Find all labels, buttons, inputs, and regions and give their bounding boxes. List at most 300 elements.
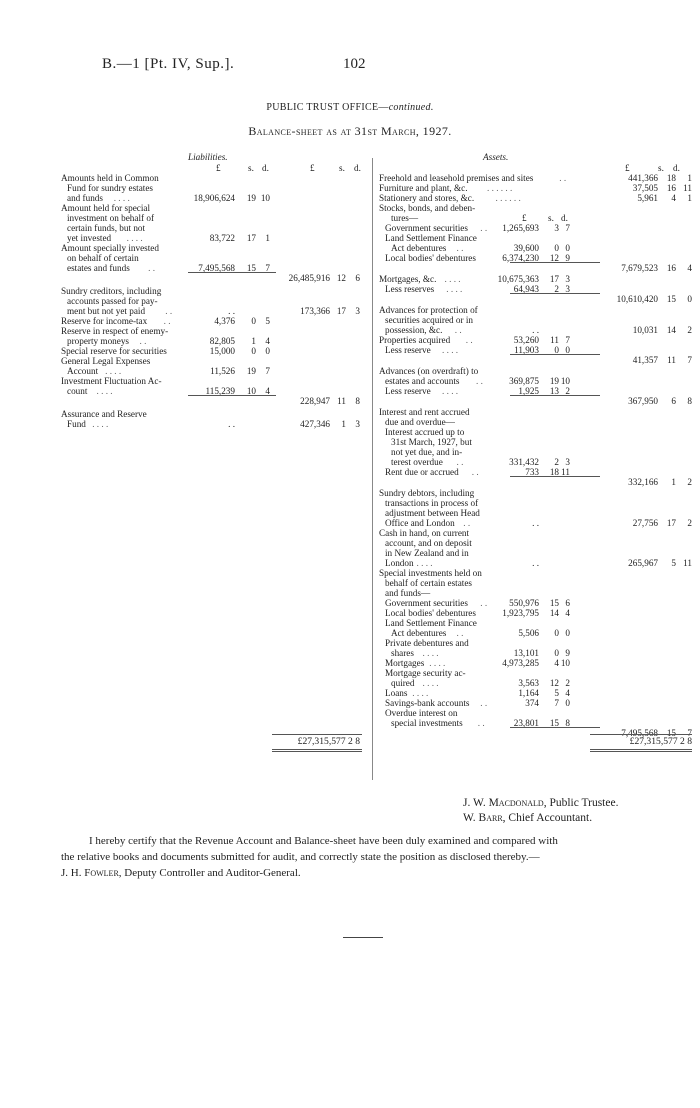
liability-row — [0, 263, 372, 273]
row-label: Special reserve for securities — [61, 346, 167, 356]
total-pence: 8 — [687, 396, 692, 406]
leader-dots: . . . . . . — [495, 193, 521, 203]
row-label: Loans — [385, 688, 408, 698]
liability-row — [0, 173, 372, 183]
asset-row — [374, 173, 700, 183]
row-label: Mortgages, &c. — [379, 274, 437, 284]
amount-shillings: 0 — [251, 346, 256, 356]
subtotal-rule — [510, 354, 600, 355]
leader-dots: . . . . — [444, 274, 461, 284]
asset-row — [374, 548, 700, 558]
total-rule-top — [272, 734, 362, 735]
row-label: in New Zealand and in — [385, 548, 469, 558]
liability-row — [0, 409, 372, 419]
total-pounds: 7,495,568 — [621, 728, 658, 738]
liability-row — [0, 233, 372, 243]
liability-row — [0, 396, 372, 406]
col-header-pound: £ — [310, 163, 315, 173]
row-label: Account — [67, 366, 99, 376]
total-pence: 2 — [687, 325, 692, 335]
auditor-title: , Deputy Controller and Auditor-General. — [118, 867, 301, 879]
row-label: 31st March, 1927, but — [391, 437, 472, 447]
liability-row — [0, 419, 372, 429]
amount-pounds: 3,563 — [518, 678, 539, 688]
total-shillings: 16 — [666, 263, 676, 273]
amount-pence: 0 — [565, 345, 570, 355]
row-label: investment on behalf of — [67, 213, 155, 223]
liabilities-grand-total: £27,315,577 2 8 — [297, 736, 360, 747]
leader-dots: . . . . — [446, 284, 463, 294]
asset-row — [374, 294, 700, 304]
liability-row — [0, 326, 372, 336]
amount-shillings: 2 — [554, 457, 559, 467]
subtotal-rule — [188, 272, 276, 273]
col-header-shillings: s. — [658, 163, 664, 173]
total-pounds: 441,366 — [628, 173, 658, 183]
certificate-line-2: the relative books and documents submitted for audit, and correctly state the position as disclosed thereby.— — [61, 851, 540, 863]
total-pounds: 27,756 — [632, 518, 658, 528]
amount-pence: 2 — [565, 386, 570, 396]
total-rule-top — [590, 734, 692, 735]
asset-row — [374, 223, 700, 233]
amount-pence: 4 — [565, 608, 570, 618]
amount-pounds: 374 — [525, 698, 539, 708]
amount-pence: 3 — [565, 284, 570, 294]
row-label: Stationery and stores, &c. — [379, 193, 475, 203]
row-label: Less reserve — [385, 386, 431, 396]
amount-shillings: 12 — [549, 253, 559, 263]
amount-shillings: 0 — [251, 316, 256, 326]
amount-pounds: 1,265,693 — [502, 223, 539, 233]
row-label: Local bodies' debentures — [385, 253, 476, 263]
amount-shillings: 0 — [554, 345, 559, 355]
amount-shillings: 12 — [549, 678, 559, 688]
asset-row — [374, 538, 700, 548]
amount-pence: 7 — [565, 223, 570, 233]
amount-pounds: . . — [228, 306, 235, 316]
amount-pounds: 53,260 — [513, 335, 539, 345]
row-label: not yet due, and in- — [391, 447, 463, 457]
row-label: Savings-bank accounts — [385, 698, 470, 708]
row-label: tures— — [391, 213, 419, 223]
asset-row — [374, 437, 700, 447]
row-label: special investments — [391, 718, 463, 728]
leader-dots: . . . . — [412, 688, 429, 698]
amount-pence: 3 — [565, 274, 570, 284]
amount-shillings: 19 — [246, 193, 256, 203]
col-header-shillings: s. — [339, 163, 345, 173]
liability-row — [0, 376, 372, 386]
leader-dots: . . . . — [416, 558, 433, 568]
amount-pence: 6 — [565, 598, 570, 608]
col-header-pence: d. — [354, 163, 361, 173]
amount-pence: 0 — [565, 698, 570, 708]
amount-pence: 8 — [565, 718, 570, 728]
row-label: Mortgage security ac- — [385, 668, 466, 678]
liability-row — [0, 366, 372, 376]
total-rule-bottom-1 — [272, 749, 362, 750]
row-label: Amount held for special — [61, 203, 151, 213]
amount-shillings: 3 — [554, 223, 559, 233]
row-label: transactions in process of — [385, 498, 479, 508]
leader-dots: . . — [139, 336, 147, 346]
row-label: estates and funds — [67, 263, 130, 273]
auditor-name: J. H. Fowler — [61, 867, 119, 879]
row-label: Advances (on overdraft) to — [379, 366, 479, 376]
liability-row — [0, 336, 372, 346]
leader-dots: . . — [465, 335, 473, 345]
asset-row — [374, 213, 700, 223]
amount-pounds: 4,973,285 — [502, 658, 539, 668]
row-label: Cash in hand, on current — [379, 528, 470, 538]
amount-pence: 0 — [565, 243, 570, 253]
amount-shillings: 13 — [549, 386, 559, 396]
amount-pounds: 11,903 — [514, 345, 539, 355]
total-pounds: 332,166 — [628, 477, 658, 487]
total-pounds: 173,366 — [300, 306, 330, 316]
row-label: Freehold and leasehold premises and sites — [379, 173, 534, 183]
total-shillings: 4 — [671, 193, 676, 203]
total-rule-bottom-1 — [590, 749, 692, 750]
asset-row — [374, 274, 700, 284]
leader-dots: . . — [480, 598, 488, 608]
row-label: Interest accrued up to — [385, 427, 465, 437]
amount-pounds: 83,722 — [209, 233, 235, 243]
amount-shillings: 7 — [554, 698, 559, 708]
amount-pounds: 7,495,568 — [198, 263, 235, 273]
asset-row — [374, 488, 700, 498]
amount-shillings: 19 — [246, 366, 256, 376]
amount-pence: 7 — [565, 335, 570, 345]
liabilities-heading: Liabilities. — [188, 152, 228, 162]
total-pence: 11 — [683, 558, 692, 568]
liability-row — [0, 306, 372, 316]
amount-pence: 2 — [565, 678, 570, 688]
row-label: Special investments held on — [379, 568, 482, 578]
subtotal-rule — [510, 293, 600, 294]
total-shillings: 15 — [666, 294, 676, 304]
col-header-pound: £ — [216, 163, 221, 173]
row-label: Reserve for income-tax — [61, 316, 148, 326]
total-pounds: 7,679,523 — [621, 263, 658, 273]
closing-rule — [343, 937, 383, 938]
row-label: Properties acquired — [379, 335, 451, 345]
asset-row — [374, 638, 700, 648]
total-shillings: 5 — [671, 558, 676, 568]
total-pence: 4 — [687, 263, 692, 273]
liability-row — [0, 203, 372, 213]
total-pounds: 10,610,420 — [616, 294, 658, 304]
leader-dots: . . — [148, 263, 155, 273]
amount-shillings: 17 — [246, 233, 256, 243]
row-label: Act debentures — [391, 243, 447, 253]
amount-pence: 10 — [560, 658, 570, 668]
total-shillings: 1 — [671, 477, 676, 487]
liability-row — [0, 183, 372, 193]
leader-dots: . . . . — [422, 648, 439, 658]
liability-row — [0, 213, 372, 223]
row-label: Overdue interest on — [385, 708, 458, 718]
liability-row — [0, 273, 372, 283]
center-divider — [372, 158, 373, 780]
asset-row — [374, 558, 700, 568]
leader-dots: . . . . . . — [487, 183, 513, 193]
total-pounds: 41,357 — [632, 355, 658, 365]
leader-dots: . . . . — [442, 386, 459, 396]
total-pence: 0 — [687, 294, 692, 304]
asset-row — [374, 366, 700, 376]
asset-row — [374, 588, 700, 598]
row-label: Private debentures and — [385, 638, 469, 648]
total-pence: 11 — [683, 183, 692, 193]
total-shillings: 15 — [666, 728, 676, 738]
leader-dots: . . — [480, 698, 488, 708]
total-shillings: 16 — [666, 183, 676, 193]
asset-row — [374, 678, 700, 688]
row-label: on behalf of certain — [67, 253, 139, 263]
row-label: due and overdue— — [385, 417, 455, 427]
row-label: Government securities — [385, 223, 468, 233]
amount-pounds: 1,164 — [518, 688, 539, 698]
total-pence: 3 — [355, 419, 360, 429]
row-label: estates and accounts — [385, 376, 460, 386]
leader-dots: . . — [456, 243, 464, 253]
leader-dots: . . — [477, 718, 485, 728]
row-label: Sundry creditors, including — [61, 286, 162, 296]
total-shillings: 17 — [666, 518, 676, 528]
amount-pence: 7 — [265, 366, 270, 376]
row-label: Less reserves — [385, 284, 435, 294]
row-label: Land Settlement Finance — [385, 233, 477, 243]
amount-pence: 10 — [560, 376, 570, 386]
asset-row — [374, 628, 700, 638]
amount-pounds: 331,432 — [509, 457, 539, 467]
amount-pounds: 39,600 — [513, 243, 539, 253]
amount-pounds: 115,239 — [205, 386, 235, 396]
leader-dots: . . — [463, 518, 471, 528]
leader-dots: . . — [559, 173, 567, 183]
row-label: certain funds, but not — [67, 223, 146, 233]
office-title-cont: continued. — [388, 102, 434, 113]
asset-row — [374, 658, 700, 668]
liability-row — [0, 316, 372, 326]
total-pounds: 427,346 — [300, 419, 330, 429]
asset-row — [374, 648, 700, 658]
asset-row — [374, 477, 700, 487]
total-shillings: 6 — [671, 396, 676, 406]
asset-row — [374, 618, 700, 628]
amount-shillings: 19 — [549, 376, 559, 386]
subtotal-rule — [510, 262, 600, 263]
total-pence: 1 — [687, 193, 692, 203]
row-label: Reserve in respect of enemy- — [61, 326, 169, 336]
row-label: Local bodies' debentures — [385, 608, 476, 618]
amount-shillings: 0 — [554, 648, 559, 658]
amount-pence: 9 — [565, 648, 570, 658]
amount-pounds: 550,976 — [509, 598, 539, 608]
row-label: Investment Fluctuation Ac- — [61, 376, 162, 386]
col-header-pound: £ — [625, 163, 630, 173]
liability-row — [0, 193, 372, 203]
asset-row — [374, 376, 700, 386]
row-label: yet invested — [67, 233, 112, 243]
signatory-title: , Chief Accountant. — [502, 812, 593, 824]
col-header-pence: d. — [673, 163, 680, 173]
amount-shillings: 18 — [549, 467, 559, 477]
amount-pence: 11 — [561, 467, 570, 477]
amount-pounds: 23,801 — [513, 718, 539, 728]
total-shillings: 18 — [666, 173, 676, 183]
asset-row — [374, 243, 700, 253]
amount-shillings: 11 — [550, 335, 559, 345]
total-pence: 2 — [687, 518, 692, 528]
asset-row — [374, 233, 700, 243]
amount-pounds: 15,000 — [209, 346, 235, 356]
total-pence: 8 — [355, 396, 360, 406]
amount-pence: 0 — [565, 628, 570, 638]
asset-row — [374, 305, 700, 315]
amount-pounds: 733 — [525, 467, 539, 477]
amount-pounds: . . — [532, 518, 539, 528]
total-pence: 3 — [355, 306, 360, 316]
row-label: property moneys — [67, 336, 130, 346]
liability-row — [0, 346, 372, 356]
amount-shillings: 4 — [554, 658, 559, 668]
liability-row — [0, 386, 372, 396]
total-pounds: 26,485,916 — [288, 273, 330, 283]
amount-pounds: . . — [228, 419, 235, 429]
amount-pounds: 13,101 — [513, 648, 539, 658]
amount-pence: 3 — [565, 457, 570, 467]
asset-row — [374, 457, 700, 467]
leader-dots: . . . . — [113, 193, 130, 203]
col-header-pence: d. — [262, 163, 269, 173]
amount-pounds: . . — [532, 558, 539, 568]
amount-pounds: 4,376 — [214, 316, 235, 326]
amount-shillings: 1 — [251, 336, 256, 346]
leader-dots: . . — [456, 628, 464, 638]
asset-row — [374, 608, 700, 618]
leader-dots: . . . . — [126, 233, 143, 243]
amount-shillings: 5 — [554, 688, 559, 698]
leader-dots: . . . . — [92, 419, 109, 429]
amount-pence: 4 — [265, 386, 270, 396]
total-pounds: 228,947 — [300, 396, 330, 406]
asset-row — [374, 203, 700, 213]
row-label: Amount specially invested — [61, 243, 159, 253]
asset-row — [374, 355, 700, 365]
amount-shillings: 10 — [246, 386, 256, 396]
liability-row — [0, 296, 372, 306]
amount-pounds: . . — [532, 325, 539, 335]
subtotal-rule — [510, 476, 600, 477]
amount-shillings: 15 — [549, 718, 559, 728]
assets-heading: Assets. — [483, 152, 509, 162]
row-label: and funds — [67, 193, 103, 203]
asset-row — [374, 708, 700, 718]
liability-row — [0, 243, 372, 253]
row-label: Land Settlement Finance — [385, 618, 477, 628]
amount-pence: 5 — [265, 316, 270, 326]
office-title-text: PUBLIC TRUST OFFICE— — [266, 102, 389, 113]
office-title — [0, 102, 700, 113]
row-label: quired — [391, 678, 415, 688]
amount-pounds: 1,923,795 — [502, 608, 539, 618]
asset-row — [374, 508, 700, 518]
total-pence: 6 — [355, 273, 360, 283]
row-label: and funds— — [385, 588, 431, 598]
total-pence: 7 — [687, 728, 692, 738]
row-label: shares — [391, 648, 414, 658]
subtotal-rule — [188, 395, 276, 396]
amount-pence: 10 — [260, 193, 270, 203]
asset-row — [374, 407, 700, 417]
liability-row — [0, 223, 372, 233]
amount-pence: 4 — [265, 336, 270, 346]
amount-pounds: 10,675,363 — [497, 274, 539, 284]
signatory-title: , Public Trustee. — [543, 797, 619, 809]
total-shillings: 11 — [667, 355, 676, 365]
asset-row — [374, 263, 700, 273]
leader-dots: . . . . — [442, 345, 459, 355]
asset-row — [374, 417, 700, 427]
page-running-head: B.—1 [Pt. IV, Sup.]. — [102, 56, 235, 72]
asset-row — [374, 447, 700, 457]
amount-pounds: 64,943 — [513, 284, 539, 294]
total-pence: 1 — [687, 173, 692, 183]
row-label: Mortgages — [385, 658, 425, 668]
asset-row — [374, 568, 700, 578]
amount-pounds: 11,526 — [210, 366, 235, 376]
asset-row — [374, 498, 700, 508]
leader-dots: . . . . — [422, 678, 439, 688]
amount-shillings: 15 — [246, 263, 256, 273]
total-shillings: 17 — [336, 306, 346, 316]
total-rule-bottom-2 — [590, 751, 692, 752]
total-pounds: 10,031 — [632, 325, 658, 335]
total-shillings: 1 — [341, 419, 346, 429]
row-label: accounts passed for pay- — [67, 296, 158, 306]
row-label: count — [67, 386, 88, 396]
amount-pounds: 18,906,624 — [193, 193, 235, 203]
row-label: Rent due or accrued — [385, 467, 459, 477]
certificate-line-1: I hereby certify that the Revenue Account and Balance-sheet have been duly examined and compared with — [89, 835, 558, 847]
amount-pounds: 82,805 — [209, 336, 235, 346]
signature-chief-accountant — [463, 812, 592, 824]
amount-pence: 0 — [265, 346, 270, 356]
page-number: 102 — [343, 56, 366, 72]
balance-sheet-title: Balance-sheet as at 31st March, 1927. — [248, 124, 452, 138]
row-label: Stocks, bonds, and deben- — [379, 203, 476, 213]
total-pounds: 37,505 — [632, 183, 658, 193]
row-label: possession, &c. — [385, 325, 443, 335]
row-label: Fund — [67, 419, 86, 429]
amount-shillings: 0 — [554, 243, 559, 253]
subtotal-rule — [510, 727, 600, 728]
row-label: Government securities — [385, 598, 468, 608]
asset-row — [374, 598, 700, 608]
asset-row — [374, 193, 700, 203]
leader-dots: . . — [471, 467, 479, 477]
asset-row — [374, 688, 700, 698]
row-label: Interest and rent accrued — [379, 407, 470, 417]
total-pounds: 265,967 — [628, 558, 658, 568]
asset-row — [374, 698, 700, 708]
amount-pence: 4 — [565, 688, 570, 698]
row-label: Advances for protection of — [379, 305, 478, 315]
leader-dots: . . — [476, 376, 483, 386]
liability-row — [0, 356, 372, 366]
